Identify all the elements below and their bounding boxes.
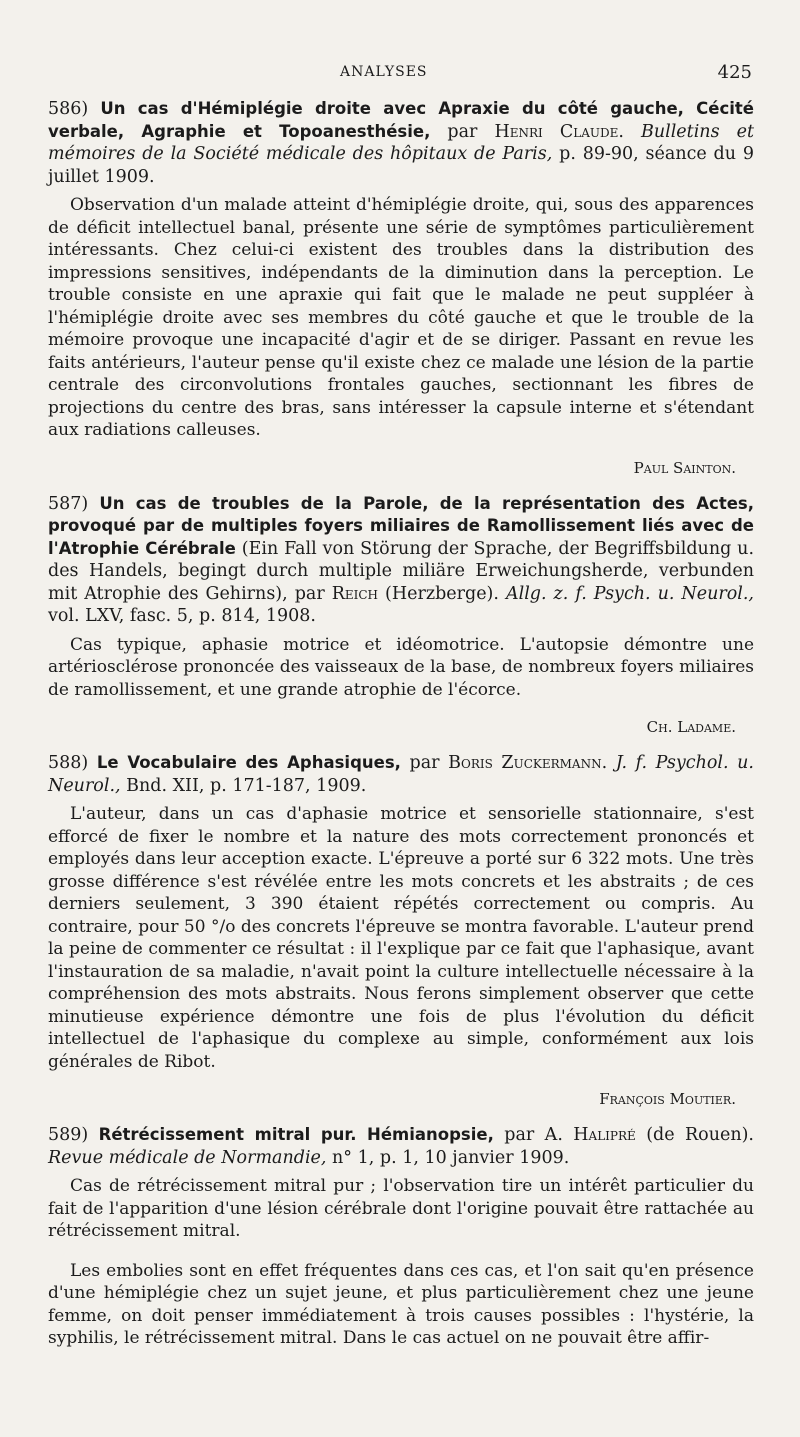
entry-author: Boris Zuckermann: [448, 753, 602, 773]
entry-heading: [48, 493, 754, 628]
entry-title: Rétrécissement mitral pur. Hémianopsie,: [98, 1125, 494, 1144]
entry-ref-text: .: [618, 121, 641, 142]
entry-ref-text: (Ein Fall von Störung der Sprache, der Begriffsbildung u. des Handels, begingt durch multiple miliäre Erweichungsherde, verbunden mit Atrophie des Gehirns), par: [48, 538, 755, 604]
reviewer-signature: François Moutier.: [599, 1090, 736, 1108]
reviewer-signature: Paul Sainton.: [633, 458, 736, 477]
entry-number: 587): [48, 493, 89, 514]
entry-paragraph: L'auteur, dans un cas d'aphasie motrice et sensorielle stationnaire, s'est efforcé de fixer le nombre et la nature des mots correctement prononcés et employés dans leur acception exacte. L'épreuve a porté sur 6 322 mots. Une très grosse différence s'est révélée entre les mots concrets et les abstraits ; de ces derniers seulement, 3 390 étaient répétés correctement ou compris. Au contraire, pour 50 °/o des concrets l'épreuve se montra favorable. L'auteur prend la peine de commenter ce résultat : il l'explique par ce fait que l'aphasique, avant l'instauration de sa maladie, n'avait point la culture intellectuelle nécessaire à la compréhension des mots abstraits. Nous ferons simplement observer que cette minutieuse expérience démontre une fois de plus l'évolution du déficit intellectuel de l'aphasique du complexe au simple, conformément aux lois générales de Ribot.: [48, 804, 754, 1072]
page-number: 425: [717, 62, 752, 83]
entry-ref-text: n° 1, p. 1, 10 janvier 1909.: [326, 1147, 570, 1168]
entry-heading: [48, 752, 754, 797]
entry-ref-text: (Herzberge).: [378, 583, 506, 604]
entry-journal: Revue médicale de Normandie,: [48, 1147, 327, 1168]
entry-number: 588): [48, 753, 89, 773]
entry-heading: [48, 1124, 754, 1169]
entry-588: [48, 752, 754, 1108]
entry-ref-text: vol. LXV, fasc. 5, p. 814, 1908.: [48, 606, 316, 626]
entry-ref-text: .: [601, 753, 616, 773]
reviewer-signature: Ch. Ladame.: [646, 718, 736, 736]
entry-number: 589): [48, 1125, 89, 1145]
entry-title: Le Vocabulaire des Aphasiques,: [96, 753, 401, 772]
entry-ref-text: Bnd. XII, p. 171-187, 1909.: [120, 775, 367, 796]
entry-author: Halipré: [573, 1125, 636, 1145]
entry-589: [48, 1124, 754, 1350]
entry-ref-text: p. 89-90, séance du 9 juillet 1909.: [48, 144, 754, 187]
entry-paragraph: Cas de rétrécissement mitral pur ; l'observation tire un intérêt particulier du fait de l'apparition d'une lésion cérébrale dont l'origine pouvait être rattachée au rétrécissement mitral.: [48, 1176, 754, 1241]
entry-paragraph: Cas typique, aphasie motrice et idéomotrice. L'autopsie démontre une artériosclérose prononcée des vaisseaux de la base, de nombreux foyers miliaires de ramollissement, et une grande atrophie de l'écorce.: [48, 634, 754, 700]
entry-heading: [48, 98, 754, 188]
entry-author: Henri Claude: [494, 121, 619, 142]
entry-author: Reich: [331, 583, 379, 604]
analyses-content: [48, 98, 754, 1367]
entry-ref-text: par A.: [493, 1125, 574, 1145]
entry-number: 586): [48, 99, 89, 119]
entry-journal: J. f. Psychol. u. Neurol.,: [48, 753, 754, 796]
entry-title: Un cas d'Hémiplégie droite avec Apraxie du côté gauche, Cécité verbale, Agraphie et Topoanesthésie,: [48, 99, 754, 141]
entry-586: [48, 98, 754, 477]
entry-paragraph: Les embolies sont en effet fréquentes dans ces cas, et l'on sait qu'en présence d'une hémiplégie chez un sujet jeune, et plus particulièrement chez une jeune femme, on doit penser immédiatement à trois causes possibles : l'hystérie, la syphilis, le rétrécissement mitral. Dans le cas actuel on ne pouvait être affir-: [48, 1260, 754, 1348]
running-title: ANALYSES: [340, 64, 428, 80]
entry-587: [48, 493, 754, 737]
entry-ref-text: par: [400, 753, 449, 773]
entry-ref-text: (de Rouen).: [635, 1125, 754, 1145]
entry-title: Un cas de troubles de la Parole, de la représentation des Actes, provoqué par de multiples foyers miliaires de Ramollissement liés avec de l'Atrophie Cérébrale: [48, 493, 754, 558]
entry-paragraph: Observation d'un malade atteint d'hémiplégie droite, qui, sous des apparences de déficit intellectuel banal, présente une série de symptômes particulièrement intéressants. Chez celui-ci existent des troubles dans la distribution des impressions sensitives, indépendants de la diminution dans la perception. Le trouble consiste en une apraxie qui fait que le malade ne peut suppléer à l'hémiplégie droite avec ses membres du côté gauche et que le trouble de la mémoire provoque une incapacité d'agir et de se diriger. Passant en revue les faits antérieurs, l'auteur pense qu'il existe chez ce malade une lésion de la partie centrale des circonvolutions frontales gauches, sectionnant les fibres de projections du centre des bras, sans intéresser la capsule interne et s'étendant aux radiations calleuses.: [48, 195, 754, 440]
entry-ref-text: par: [430, 121, 495, 142]
entry-journal: Bulletins et mémoires de la Société médicale des hôpitaux de Paris,: [48, 121, 754, 164]
page-header: [0, 64, 800, 88]
entry-journal: Allg. z. f. Psych. u. Neurol.,: [505, 583, 754, 604]
